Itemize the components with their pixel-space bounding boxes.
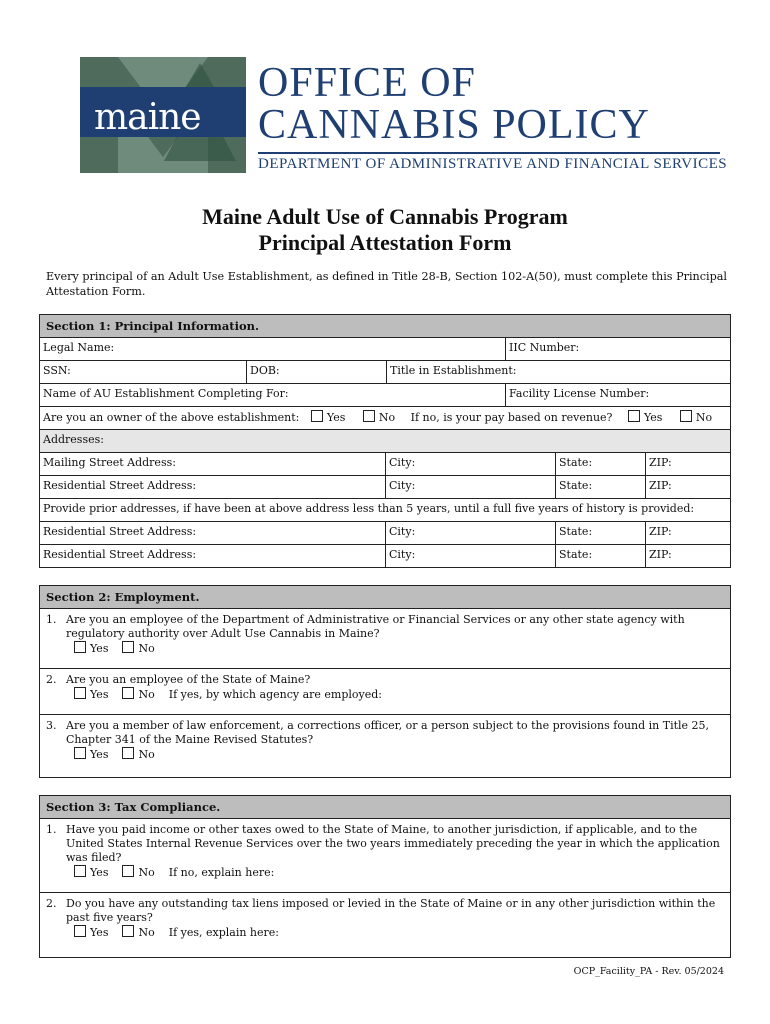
row-legal-name <box>40 338 730 361</box>
facility-license-number-field[interactable]: Facility License Number: <box>505 384 730 406</box>
prior-state-1-field[interactable]: State: <box>555 522 645 544</box>
employment-question-1: 1. Are you an employee of the Department of Administrative or Financial Services or any other state agency with regulatory authority over Adult Use Cannabis in Maine? Yes No <box>40 609 730 669</box>
emp-q2-no-checkbox[interactable] <box>122 687 134 699</box>
tax-question-1: 1. Have you paid income or other taxes owed to the State of Maine, to another jurisdiction, if applicable, and to the United States Internal Revenue Services over the two years immediately preceding the year in which the application was filed? Yes No If no, explain here: <box>40 819 730 893</box>
residential-zip-field[interactable]: ZIP: <box>645 476 730 498</box>
row-residential-address <box>40 476 730 499</box>
section2-header: Section 2: Employment. <box>40 586 730 609</box>
tax-q2-no-checkbox[interactable] <box>122 925 134 937</box>
revenue-yes-checkbox[interactable] <box>628 410 640 422</box>
emp-q2-agency-label: If yes, by which agency are employed: <box>168 688 382 701</box>
row-prior-addresses-note <box>40 499 730 522</box>
logo-divider <box>258 152 720 154</box>
logo-cannabis-policy: CANNABIS POLICY <box>258 102 650 148</box>
iic-number-field[interactable]: IIC Number: <box>505 338 730 360</box>
mailing-address-field[interactable]: Mailing Street Address: <box>43 456 176 469</box>
mailing-zip-field[interactable]: ZIP: <box>645 453 730 475</box>
tax-q1-no-checkbox[interactable] <box>122 865 134 877</box>
revenue-no-checkbox[interactable] <box>680 410 692 422</box>
employment-question-3: 3. Are you a member of law enforcement, a corrections officer, or a person subject to the provisions found in Title 25, Chapter 341 of the Maine Revised Statutes? Yes No <box>46 719 710 761</box>
residential-city-field[interactable]: City: <box>385 476 555 498</box>
legal-name-field[interactable]: Legal Name: <box>43 341 115 354</box>
emp-q1-yes-checkbox[interactable] <box>74 641 86 653</box>
prior-city-1-field[interactable]: City: <box>385 522 555 544</box>
mailing-city-field[interactable]: City: <box>385 453 555 475</box>
prior-zip-2-field[interactable]: ZIP: <box>645 545 730 567</box>
section3-tax-compliance <box>39 795 731 958</box>
tax-q1-yes-checkbox[interactable] <box>74 865 86 877</box>
section1-principal-information <box>39 314 731 568</box>
employment-question-2: 2. Are you an employee of the State of Maine? Yes No If yes, by which agency are employed: <box>40 669 730 715</box>
owner-yes-checkbox[interactable] <box>311 410 323 422</box>
residential-address-field[interactable]: Residential Street Address: <box>43 479 197 492</box>
residential-state-field[interactable]: State: <box>555 476 645 498</box>
section1-header: Section 1: Principal Information. <box>40 315 730 338</box>
form-title-line1: Maine Adult Use of Cannabis Program <box>202 204 568 229</box>
tax-question-2: 2. Do you have any outstanding tax liens imposed or levied in the State of Maine or in any other jurisdiction within the past five years? Yes No If yes, explain here: <box>46 897 716 939</box>
form-title-line2: Principal Attestation Form <box>258 230 512 255</box>
owner-question: Are you an owner of the above establishment: <box>43 411 300 424</box>
addresses-label: Addresses: <box>43 433 104 446</box>
row-prior-address-1 <box>40 522 730 545</box>
logo-maine-text: maine <box>94 97 201 138</box>
tax-q2-explain-label: If yes, explain here: <box>168 926 279 939</box>
tax-q1-explain-label: If no, explain here: <box>168 866 275 879</box>
owner-no-checkbox[interactable] <box>363 410 375 422</box>
row-mailing-address <box>40 453 730 476</box>
ssn-field[interactable]: SSN: <box>43 364 71 377</box>
logo-department: DEPARTMENT OF ADMINISTRATIVE AND FINANCIAL SERVICES <box>258 156 728 172</box>
emp-q1-no-checkbox[interactable] <box>122 641 134 653</box>
prior-zip-1-field[interactable]: ZIP: <box>645 522 730 544</box>
prior-address-2-field[interactable]: Residential Street Address: <box>43 548 197 561</box>
dob-field[interactable]: DOB: <box>246 361 386 383</box>
section3-header: Section 3: Tax Compliance. <box>40 796 730 819</box>
row-au-establishment <box>40 384 730 407</box>
mailing-state-field[interactable]: State: <box>555 453 645 475</box>
emp-q3-no-checkbox[interactable] <box>122 747 134 759</box>
title-in-establishment-field[interactable]: Title in Establishment: <box>386 361 730 383</box>
intro-text: Every principal of an Adult Use Establishment, as defined in Title 28-B, Section 102-A(50), must complete this Principal Attestation Form. <box>46 270 727 298</box>
ocp-logo <box>80 57 728 177</box>
row-owner-question: Are you an owner of the above establishment: Yes No If no, is your pay based on revenue? Yes No <box>40 407 730 430</box>
section2-employment <box>39 585 731 778</box>
emp-q3-yes-checkbox[interactable] <box>74 747 86 759</box>
tax-q2-yes-checkbox[interactable] <box>74 925 86 937</box>
prior-state-2-field[interactable]: State: <box>555 545 645 567</box>
row-addresses-label <box>40 430 730 453</box>
prior-addresses-note: Provide prior addresses, if have been at above address less than 5 years, until a full five years of history is provided: <box>43 502 695 515</box>
row-ssn <box>40 361 730 384</box>
prior-address-1-field[interactable]: Residential Street Address: <box>43 525 197 538</box>
emp-q2-yes-checkbox[interactable] <box>74 687 86 699</box>
form-revision-footer: OCP_Facility_PA - Rev. 05/2024 <box>573 966 724 977</box>
au-establishment-name-field[interactable]: Name of AU Establishment Completing For: <box>43 387 289 400</box>
row-prior-address-2 <box>40 545 730 567</box>
revenue-question: If no, is your pay based on revenue? <box>410 411 613 424</box>
prior-city-2-field[interactable]: City: <box>385 545 555 567</box>
logo-office-of: OFFICE OF <box>258 60 476 106</box>
